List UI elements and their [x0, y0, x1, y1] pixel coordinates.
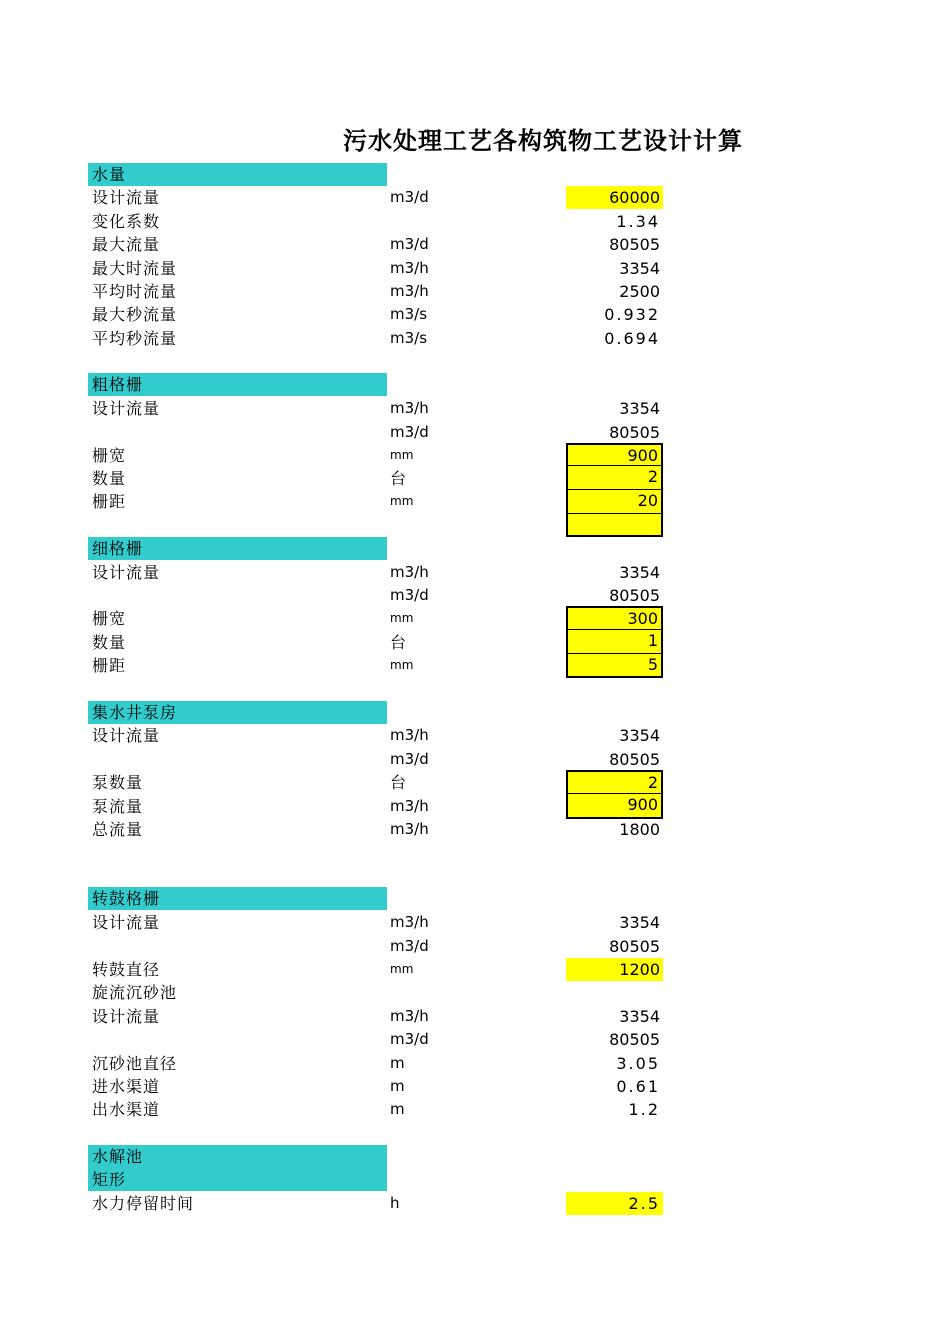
- row-value: 80505: [609, 235, 660, 254]
- row-label: 栅距: [92, 656, 127, 675]
- row-label: 最大流量: [92, 235, 161, 254]
- row-label: 设计流量: [92, 399, 161, 418]
- row-label: 设计流量: [92, 188, 161, 207]
- row-value: 1.34: [616, 212, 660, 231]
- row-value: 0.932: [604, 305, 660, 324]
- row-unit: m3/d: [390, 586, 429, 604]
- design-flow-input[interactable]: 60000: [566, 186, 663, 209]
- row-label: 平均秒流量: [92, 329, 178, 348]
- coarse-bar-width-input[interactable]: 900: [566, 443, 663, 467]
- row-label: 栅宽: [92, 609, 127, 628]
- row-unit: m3/d: [390, 188, 429, 206]
- row-value: 3.05: [616, 1054, 660, 1073]
- row-unit: 台: [390, 469, 407, 488]
- row-label: 栅宽: [92, 446, 127, 465]
- coarse-spacing-input[interactable]: 20: [566, 490, 663, 515]
- row-value: 80505: [609, 423, 660, 442]
- fine-count-input[interactable]: 1: [566, 630, 663, 655]
- row-label: 沉砂池直径: [92, 1054, 178, 1073]
- row-unit: m3/s: [390, 329, 428, 347]
- row-unit: m: [390, 1077, 405, 1095]
- row-label: 设计流量: [92, 563, 161, 582]
- row-unit: mm: [390, 962, 414, 976]
- row-unit: 台: [390, 633, 407, 652]
- retention-time-input[interactable]: 2.5: [566, 1192, 663, 1215]
- row-unit: m3/h: [390, 282, 429, 300]
- row-label: 转鼓直径: [92, 960, 161, 979]
- section-title-water: 水量: [92, 165, 127, 184]
- row-unit: m3/h: [390, 399, 429, 417]
- row-value: 80505: [609, 586, 660, 605]
- row-label: 总流量: [92, 820, 144, 839]
- row-unit: m3/d: [390, 423, 429, 441]
- section-title-coarse: 粗格栅: [92, 375, 144, 394]
- row-unit: m3/s: [390, 305, 428, 323]
- row-unit: mm: [390, 494, 414, 508]
- row-value: 3354: [619, 1007, 660, 1026]
- row-label: 最大秒流量: [92, 305, 178, 324]
- row-value: 3354: [619, 726, 660, 745]
- row-label: 设计流量: [92, 1007, 161, 1026]
- row-value: 80505: [609, 750, 660, 769]
- row-label: 泵数量: [92, 773, 144, 792]
- row-unit: m3/h: [390, 913, 429, 931]
- row-label: 平均时流量: [92, 282, 178, 301]
- row-value: 80505: [609, 1030, 660, 1049]
- row-value: 0.61: [616, 1077, 660, 1096]
- row-label: 设计流量: [92, 913, 161, 932]
- section-title-hydrolysis: 水解池: [92, 1147, 144, 1166]
- row-unit: mm: [390, 611, 414, 625]
- row-unit: m3/h: [390, 820, 429, 838]
- row-label: 数量: [92, 633, 127, 652]
- row-label: 变化系数: [92, 212, 161, 231]
- row-value: 1.2: [628, 1100, 660, 1119]
- row-label: 水力停留时间: [92, 1194, 195, 1213]
- row-unit: m3/h: [390, 726, 429, 744]
- drum-diameter-input[interactable]: 1200: [566, 958, 663, 981]
- row-unit: m3/h: [390, 797, 429, 815]
- row-label: 出水渠道: [92, 1100, 161, 1119]
- page-title: 污水处理工艺各构筑物工艺设计计算: [343, 126, 743, 155]
- row-unit: h: [390, 1194, 400, 1212]
- row-value: 3354: [619, 913, 660, 932]
- section-title-pump: 集水井泵房: [92, 703, 178, 722]
- row-label: 设计流量: [92, 726, 161, 745]
- section-title-drum: 转鼓格栅: [92, 889, 161, 908]
- section-title-fine: 细格栅: [92, 539, 144, 558]
- row-unit: m3/d: [390, 1030, 429, 1048]
- row-value: 80505: [609, 937, 660, 956]
- row-unit: m3/d: [390, 937, 429, 955]
- row-label: 数量: [92, 469, 127, 488]
- row-unit: m3/h: [390, 259, 429, 277]
- coarse-count-input[interactable]: 2: [566, 466, 663, 491]
- row-unit: m3/d: [390, 235, 429, 253]
- row-value: 3354: [619, 399, 660, 418]
- pump-flow-input[interactable]: 900: [566, 794, 663, 819]
- fine-bar-width-input[interactable]: 300: [566, 606, 663, 631]
- row-label: 泵流量: [92, 797, 144, 816]
- row-value: 2500: [619, 282, 660, 301]
- row-label: 最大时流量: [92, 259, 178, 278]
- section-subtitle-rectangular: 矩形: [92, 1170, 127, 1189]
- row-unit: m3/h: [390, 1007, 429, 1025]
- row-label: 栅距: [92, 492, 127, 511]
- row-unit: 台: [390, 773, 407, 792]
- row-value: 1800: [619, 820, 660, 839]
- row-unit: m3/h: [390, 563, 429, 581]
- pump-count-input[interactable]: 2: [566, 770, 663, 795]
- row-unit: mm: [390, 658, 414, 672]
- empty-input-cell[interactable]: [566, 514, 663, 537]
- fine-spacing-input[interactable]: 5: [566, 654, 663, 678]
- row-value: 3354: [619, 259, 660, 278]
- row-value: 3354: [619, 563, 660, 582]
- row-label: 进水渠道: [92, 1077, 161, 1096]
- row-unit: mm: [390, 448, 414, 462]
- row-unit: m: [390, 1100, 405, 1118]
- row-label: 旋流沉砂池: [92, 983, 178, 1002]
- section-header-water: [88, 163, 387, 186]
- row-unit: m: [390, 1054, 405, 1072]
- row-value: 0.694: [604, 329, 660, 348]
- row-unit: m3/d: [390, 750, 429, 768]
